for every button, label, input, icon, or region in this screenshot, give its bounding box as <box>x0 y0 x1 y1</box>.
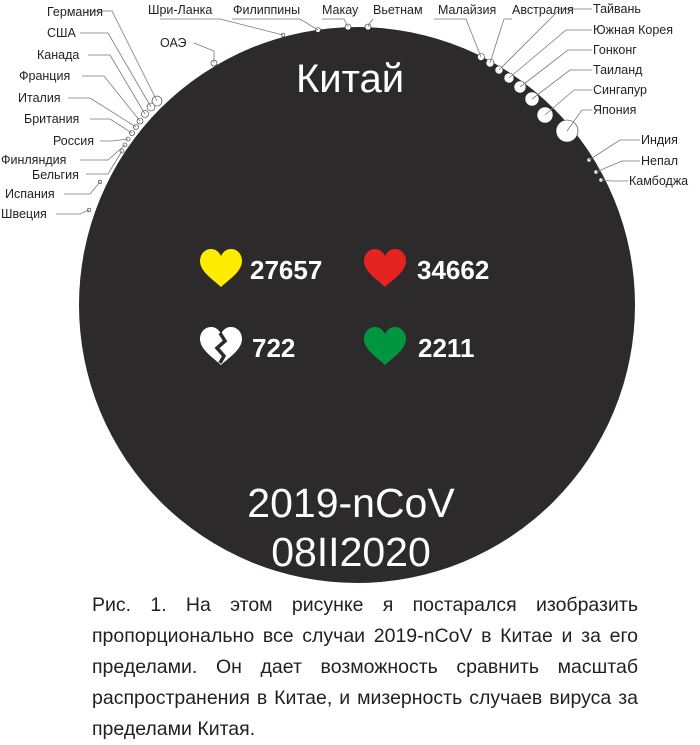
label-india: Индия <box>641 133 678 147</box>
label-russia: Россия <box>53 134 94 148</box>
label-malaysia: Малайзия <box>438 3 497 17</box>
label-spain: Испания <box>5 187 55 201</box>
label-singapore: Сингапур <box>593 83 647 97</box>
label-germany: Германия <box>47 5 104 19</box>
label-uae: ОАЭ <box>160 36 187 50</box>
label-taiwan: Тайвань <box>593 2 641 16</box>
suspected-count: 34662 <box>417 255 490 285</box>
label-finland: Финляндия <box>1 153 67 167</box>
label-nepal: Непал <box>641 154 678 168</box>
virus-title: 2019-nCoV <box>247 480 455 526</box>
label-canada: Канада <box>37 48 80 62</box>
figure-caption: Рис. 1. На этом рисунке я постарался изобразить пропорционально все случаи 2019-nCoV в Китае и за его пределами. Он дает возможность сравнить масштаб распространения в Китае, и мизерность случаев вируса за пределами Китая. <box>92 594 638 740</box>
label-usa: США <box>47 26 76 40</box>
label-sweden: Швеция <box>1 207 47 221</box>
label-australia: Австралия <box>512 3 574 17</box>
label-hongkong: Гонконг <box>593 43 637 57</box>
label-britain: Британия <box>24 112 80 126</box>
china-label: Китай <box>295 57 405 101</box>
deaths-count: 722 <box>252 333 296 363</box>
recovered-count: 2211 <box>418 333 475 363</box>
date-title: 08II2020 <box>271 529 431 575</box>
label-japan: Япония <box>593 103 637 117</box>
label-belgium: Бельгия <box>32 168 79 182</box>
label-vietnam: Вьетнам <box>373 3 423 17</box>
label-cambodia: Камбоджа <box>629 174 689 188</box>
label-thailand: Таиланд <box>593 63 643 77</box>
label-philippines: Филиппины <box>233 3 301 17</box>
label-macau: Макау <box>322 3 359 17</box>
confirmed-count: 27657 <box>250 255 323 285</box>
label-italy: Италия <box>18 91 61 105</box>
label-france: Франция <box>19 69 71 83</box>
label-srilanka: Шри-Ланка <box>148 3 213 17</box>
label-southkorea: Южная Корея <box>593 23 673 37</box>
